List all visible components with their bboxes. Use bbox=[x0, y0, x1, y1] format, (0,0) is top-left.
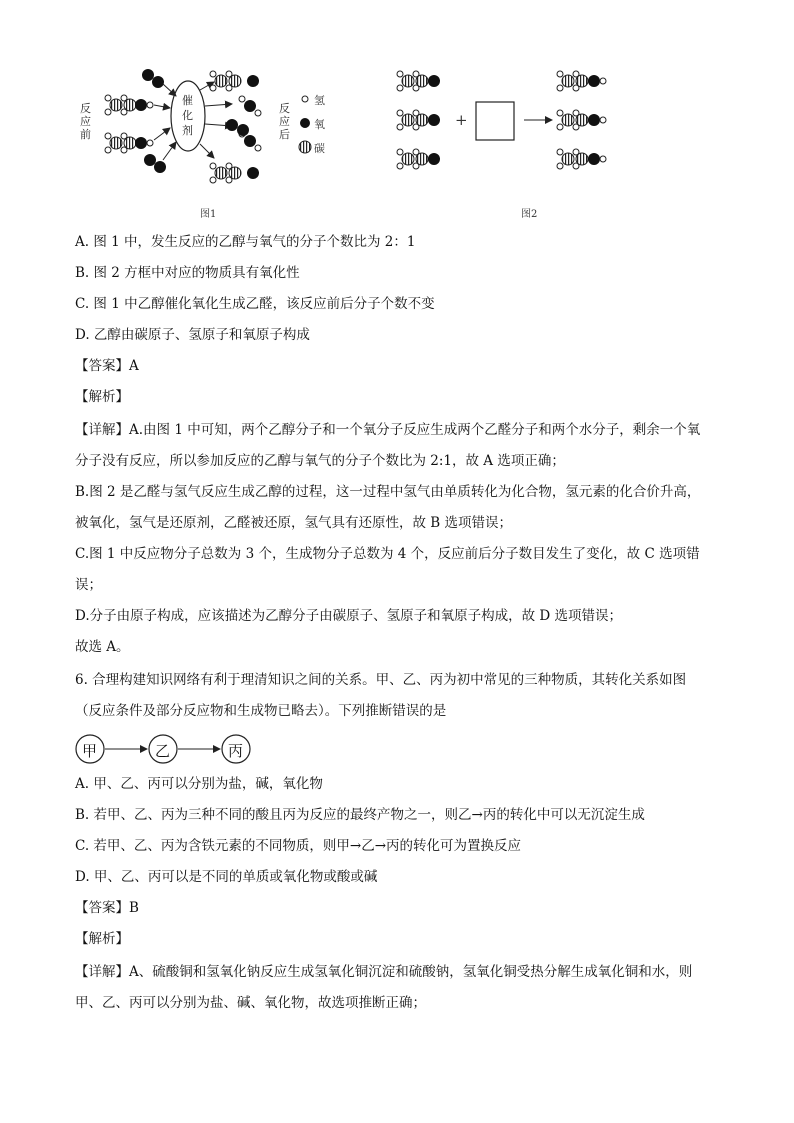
q5-answer: 【答案】A bbox=[75, 358, 139, 374]
after-label-char-3: 后 bbox=[279, 128, 290, 141]
legend-oxygen-label: 氧 bbox=[314, 118, 325, 131]
q5-detail-line: 被氧化，氢气是还原剂，乙醛被还原，氢气具有还原性，故 B 选项错误； bbox=[75, 515, 513, 531]
q6-option-a: A. 甲、乙、丙可以分别为盐，碱，氧化物 bbox=[75, 776, 323, 792]
oxygen-molecule bbox=[226, 119, 249, 136]
catalyst-char-3: 剂 bbox=[182, 124, 193, 137]
q5-analysis-label: 【解析】 bbox=[75, 389, 129, 405]
unknown-substance-box bbox=[476, 102, 514, 140]
oxygen-molecule bbox=[142, 69, 164, 88]
q6-stem-line: （反应条件及部分反应物和生成物已略去）。下列推断错误的是 bbox=[75, 703, 447, 719]
acetaldehyde-molecule bbox=[210, 71, 259, 91]
before-label-char-2: 应 bbox=[80, 115, 91, 128]
fig2-right-molecules bbox=[557, 71, 606, 169]
q5-option-c: C. 图 1 中乙醇催化氧化生成乙醛，该反应前后分子个数不变 bbox=[75, 296, 435, 312]
before-label-char-1: 反 bbox=[80, 102, 91, 115]
node-yi-label: 乙 bbox=[155, 742, 171, 760]
q5-detail-line: B.图 2 是乙醛与氢气反应生成乙醇的过程，这一过程中氢气由单质转化为化合物，氢元素的化合价升高， bbox=[75, 484, 701, 500]
q5-detail-line: 误； bbox=[75, 577, 102, 593]
q6-analysis-label: 【解析】 bbox=[75, 931, 129, 947]
fig2-plus-sign: + bbox=[455, 111, 468, 129]
after-label-char-2: 应 bbox=[279, 115, 290, 128]
q6-detail-line: 【详解】A、硫酸铜和氢氧化钠反应生成氢氧化铜沉淀和硫酸钠，氢氧化铜受热分解生成氧化铜和水，则 bbox=[75, 964, 693, 980]
legend-carbon-label: 碳 bbox=[314, 142, 325, 155]
ethanol-molecule bbox=[105, 133, 153, 153]
water-molecule bbox=[239, 96, 261, 116]
catalyst-char-1: 催 bbox=[182, 94, 193, 107]
legend-carbon-marker bbox=[299, 141, 311, 153]
figure-2-caption: 图2 bbox=[521, 209, 538, 220]
q5-detail-line: 故选 A。 bbox=[75, 639, 130, 655]
legend-hydrogen-label: 氢 bbox=[314, 94, 325, 107]
figure-1-caption: 图1 bbox=[200, 209, 217, 220]
q6-option-c: C. 若甲、乙、丙为含铁元素的不同物质，则甲→乙→丙的转化可为置换反应 bbox=[75, 838, 522, 854]
legend-hydrogen-marker bbox=[302, 96, 308, 102]
q5-detail-line: C.图 1 中反应物分子总数为 3 个，生成物分子总数为 4 个，反应前后分子数目发生了变化，故 C 选项错 bbox=[75, 546, 700, 562]
q5-option-b: B. 图 2 方框中对应的物质具有氧化性 bbox=[75, 265, 300, 281]
node-bing-label: 丙 bbox=[228, 742, 244, 760]
q6-answer: 【答案】B bbox=[75, 900, 139, 916]
q6-detail-line: 甲、乙、丙可以分别为盐、碱、氧化物，故选项推断正确； bbox=[75, 995, 426, 1011]
q5-detail-line: D.分子由原子构成，应该描述为乙醇分子由碳原子、氢原子和氧原子构成，故 D 选项错误； bbox=[75, 608, 623, 624]
legend bbox=[299, 96, 311, 153]
q5-option-d: D. 乙醇由碳原子、氢原子和氧原子构成 bbox=[75, 327, 310, 343]
acetaldehyde-molecule bbox=[210, 163, 259, 183]
q6-stem-line: 6. 合理构建知识网络有利于理清知识之间的关系。甲、乙、丙为初中常见的三种物质，其转化关系如图 bbox=[75, 672, 687, 688]
node-jia-label: 甲 bbox=[82, 742, 98, 760]
fig2-left-molecules bbox=[397, 71, 440, 169]
catalyst-char-2: 化 bbox=[182, 109, 193, 122]
before-label-char-3: 前 bbox=[80, 128, 91, 141]
q6-option-b: B. 若甲、乙、丙为三种不同的酸且丙为反应的最终产物之一，则乙→丙的转化中可以无沉淀生成 bbox=[75, 807, 645, 823]
q5-detail-line: 【详解】A.由图 1 中可知，两个乙醇分子和一个氧分子反应生成两个乙醛分子和两个水分子，剩余一个氧 bbox=[75, 422, 701, 438]
oxygen-molecule bbox=[144, 154, 166, 173]
figure-1-diagram bbox=[0, 0, 794, 225]
q5-detail-line: 分子没有反应，所以参加反应的乙醇与氧气的分子个数比为 2:1，故 A 选项正确； bbox=[75, 453, 565, 469]
legend-oxygen-marker bbox=[300, 118, 310, 128]
after-label-char-1: 反 bbox=[279, 102, 290, 115]
q5-option-a: A. 图 1 中，发生反应的乙醇与氧气的分子个数比为 2：1 bbox=[75, 234, 416, 250]
q6-conversion-chain bbox=[75, 732, 275, 766]
q6-option-d: D. 甲、乙、丙可以是不同的单质或氧化物或酸或碱 bbox=[75, 869, 378, 885]
ethanol-molecule bbox=[105, 95, 153, 115]
